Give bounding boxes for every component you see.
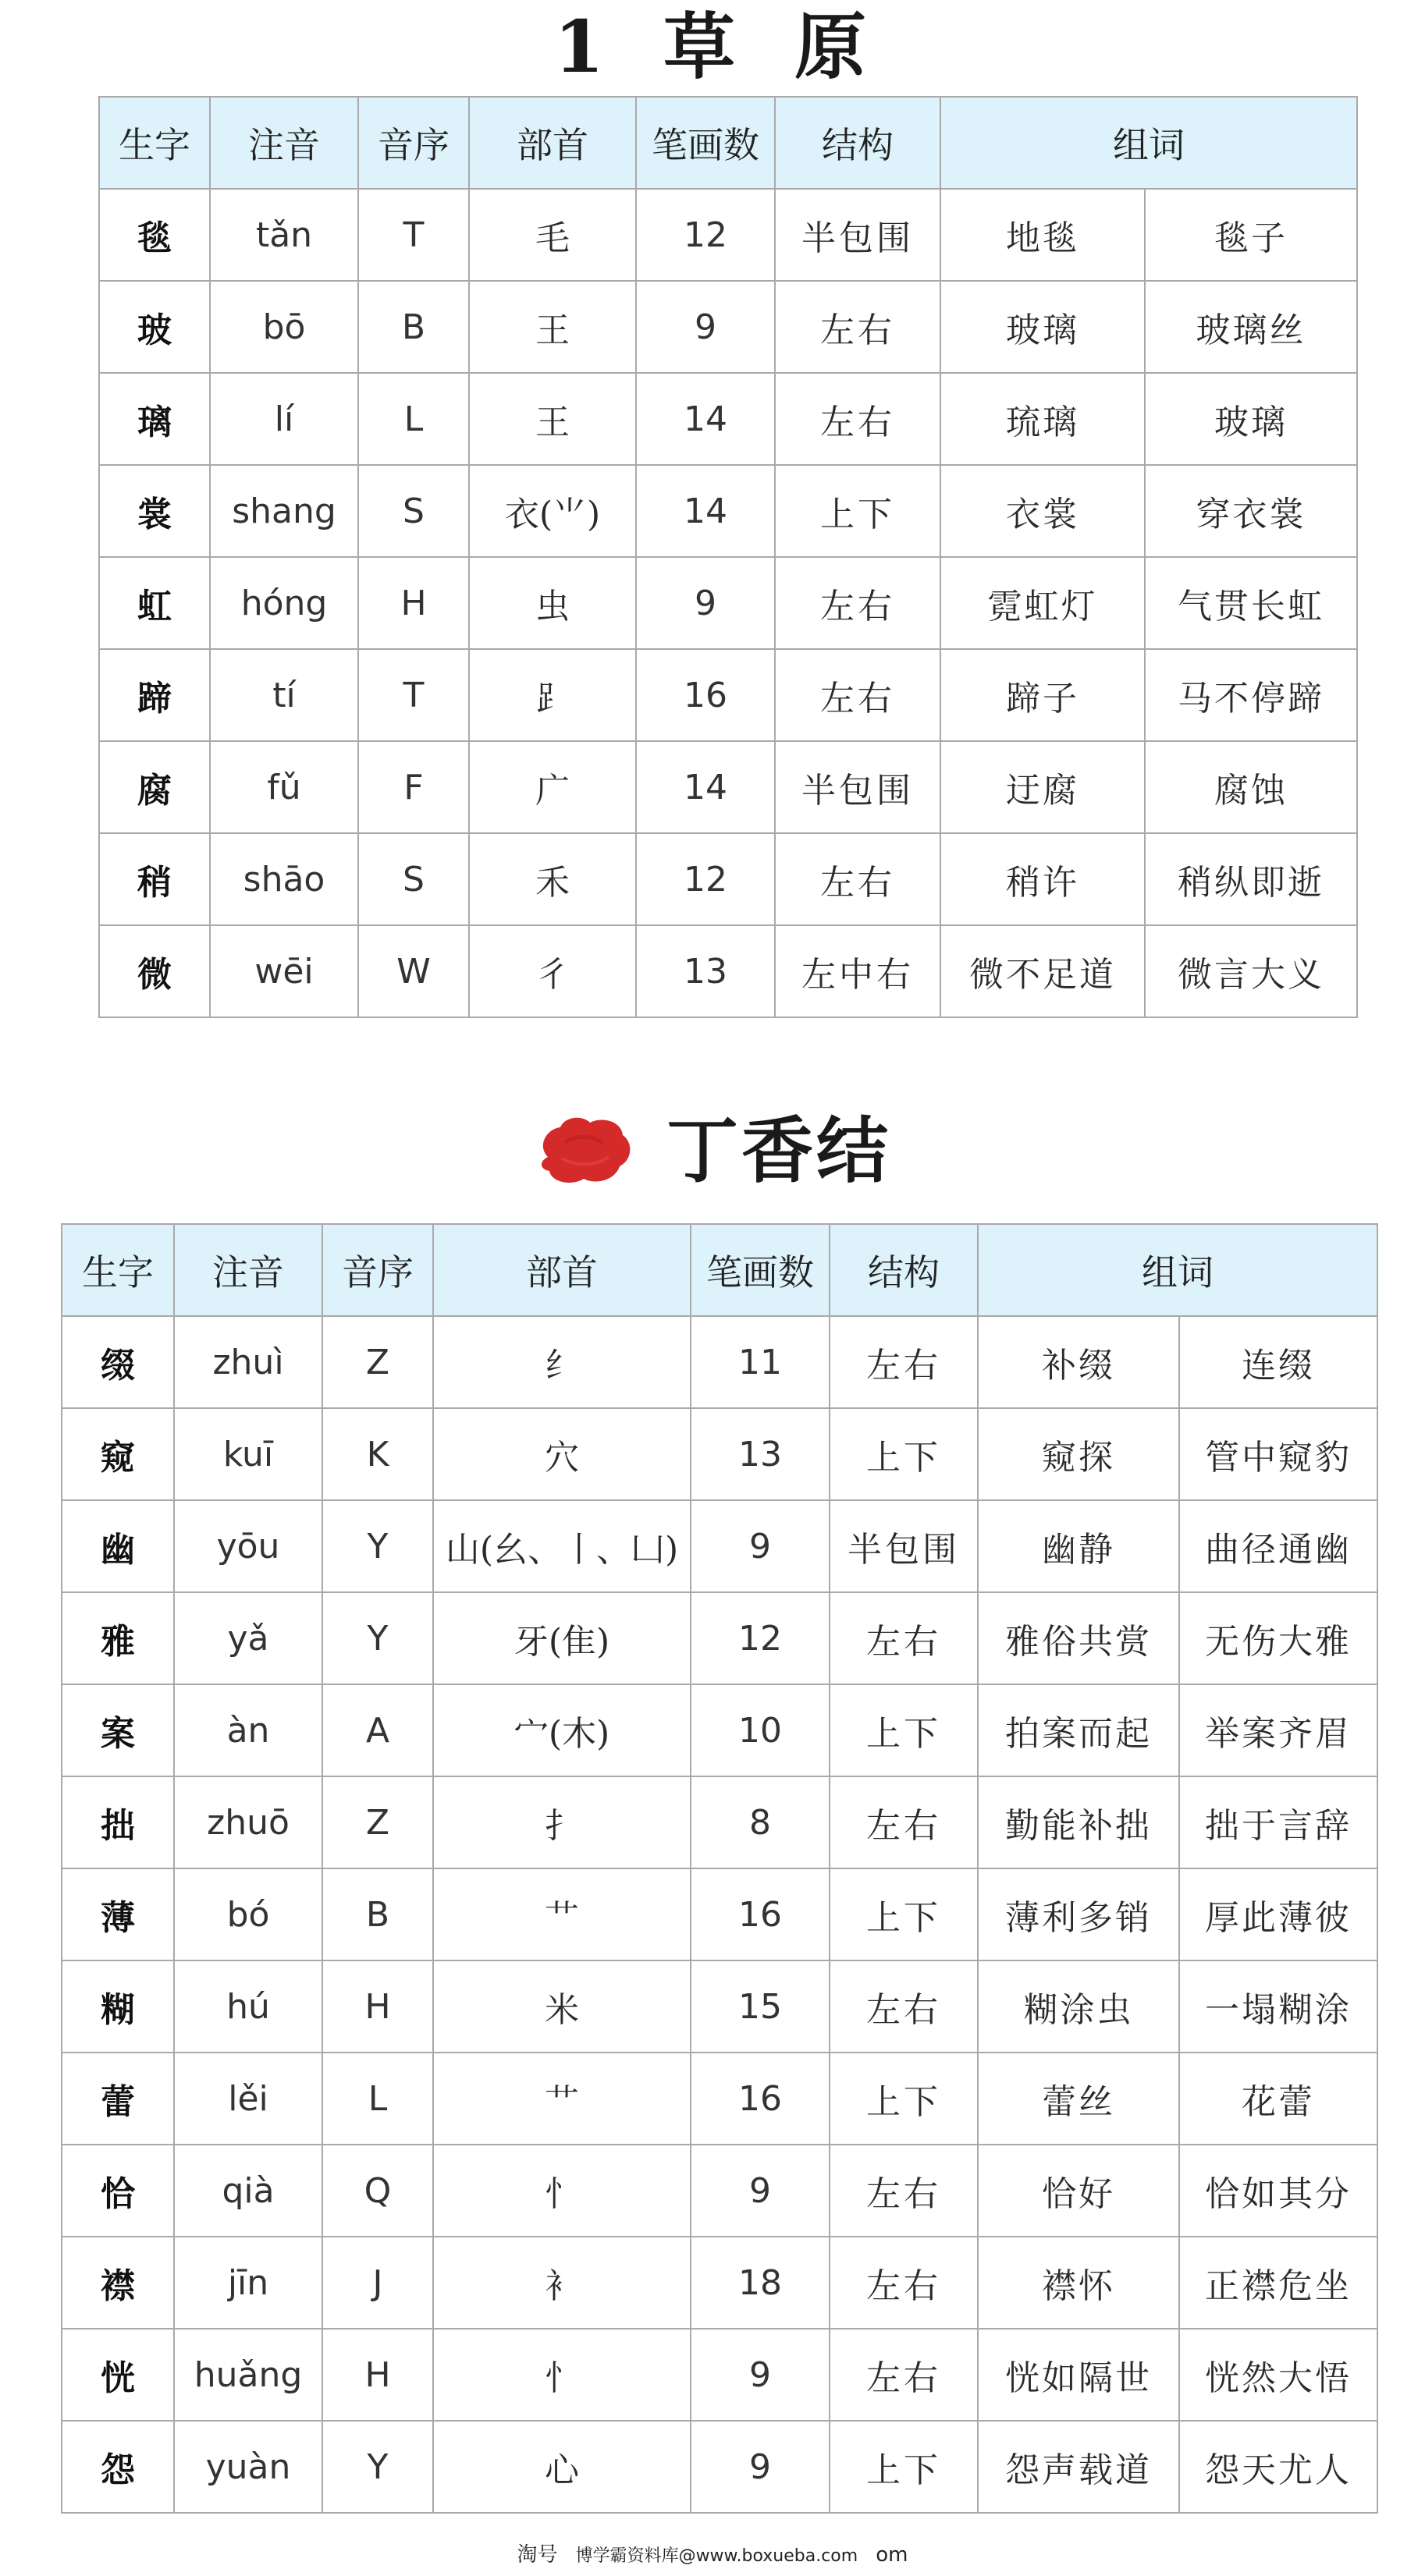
- initial-letter-cell: W: [358, 925, 469, 1017]
- initial-letter-cell: H: [358, 557, 469, 649]
- char-cell: 怨: [62, 2421, 174, 2513]
- initial-letter-cell: A: [322, 1684, 433, 1776]
- stroke-count-cell: 9: [691, 2145, 830, 2237]
- stroke-count-cell: 9: [636, 557, 775, 649]
- structure-cell: 左右: [830, 1592, 978, 1684]
- column-header: 部首: [433, 1224, 691, 1316]
- pinyin-cell: tǎn: [210, 189, 358, 281]
- column-header: 组词: [940, 97, 1357, 189]
- stroke-count-cell: 12: [691, 1592, 830, 1684]
- word-cell: 腐蚀: [1145, 741, 1357, 833]
- column-header: 部首: [469, 97, 636, 189]
- footer-left-text: 淘号: [517, 2543, 558, 2567]
- pinyin-cell: hóng: [210, 557, 358, 649]
- word-cell: 薄利多销: [978, 1868, 1179, 1960]
- radical-cell: 王: [469, 373, 636, 465]
- initial-letter-cell: J: [322, 2237, 433, 2329]
- structure-cell: 上下: [830, 1868, 978, 1960]
- word-cell: 勤能补拙: [978, 1776, 1179, 1868]
- initial-letter-cell: Y: [322, 1592, 433, 1684]
- initial-letter-cell: Y: [322, 1500, 433, 1592]
- structure-cell: 左右: [830, 2145, 978, 2237]
- word-cell: 稍纵即逝: [1145, 833, 1357, 925]
- table-row: [62, 2421, 1377, 2513]
- structure-cell: 半包围: [775, 189, 940, 281]
- stroke-count-cell: 14: [636, 373, 775, 465]
- pinyin-cell: tí: [210, 649, 358, 741]
- structure-cell: 上下: [830, 1408, 978, 1500]
- radical-cell: 扌: [433, 1776, 691, 1868]
- lesson2-title-text: 丁香结: [666, 1109, 891, 1193]
- lesson1-title-char-2: 原: [794, 5, 872, 89]
- word-cell: 琉璃: [940, 373, 1145, 465]
- initial-letter-cell: S: [358, 465, 469, 557]
- stroke-count-cell: 15: [691, 1960, 830, 2053]
- char-cell: 雅: [62, 1592, 174, 1684]
- stroke-count-cell: 9: [691, 1500, 830, 1592]
- word-cell: 补缀: [978, 1316, 1179, 1408]
- initial-letter-cell: T: [358, 649, 469, 741]
- column-header: 注音: [174, 1224, 322, 1316]
- word-cell: 地毯: [940, 189, 1145, 281]
- char-cell: 拙: [62, 1776, 174, 1868]
- table-row: [99, 557, 1357, 649]
- pinyin-cell: qià: [174, 2145, 322, 2237]
- footer: [0, 2539, 1425, 2571]
- radical-cell: 毛: [469, 189, 636, 281]
- initial-letter-cell: B: [358, 281, 469, 373]
- pinyin-cell: yuàn: [174, 2421, 322, 2513]
- lesson1-title: [0, 0, 1425, 94]
- structure-cell: 左中右: [775, 925, 940, 1017]
- structure-cell: 上下: [830, 1684, 978, 1776]
- lesson1-title-char-1: 草: [663, 5, 740, 89]
- table-row: [62, 2145, 1377, 2237]
- pinyin-cell: shāo: [210, 833, 358, 925]
- lesson1-vocab-table: [98, 96, 1358, 1018]
- radical-cell: 心: [433, 2421, 691, 2513]
- structure-cell: 左右: [775, 373, 940, 465]
- stroke-count-cell: 16: [691, 2053, 830, 2145]
- radical-cell: 忄: [433, 2329, 691, 2421]
- table-row: [99, 649, 1357, 741]
- pinyin-cell: yōu: [174, 1500, 322, 1592]
- word-cell: 马不停蹄: [1145, 649, 1357, 741]
- radical-cell: 艹: [433, 1868, 691, 1960]
- initial-letter-cell: L: [322, 2053, 433, 2145]
- initial-letter-cell: L: [358, 373, 469, 465]
- pinyin-cell: zhuì: [174, 1316, 322, 1408]
- word-cell: 玻璃: [1145, 373, 1357, 465]
- char-cell: 恰: [62, 2145, 174, 2237]
- footer-right-text: om: [876, 2543, 908, 2567]
- stroke-count-cell: 9: [691, 2421, 830, 2513]
- word-cell: 无伤大雅: [1179, 1592, 1377, 1684]
- stroke-count-cell: 9: [691, 2329, 830, 2421]
- char-cell: 稍: [99, 833, 210, 925]
- word-cell: 厚此薄彼: [1179, 1868, 1377, 1960]
- column-header: 结构: [775, 97, 940, 189]
- table-row: [62, 1592, 1377, 1684]
- stroke-count-cell: 9: [636, 281, 775, 373]
- word-cell: 气贯长虹: [1145, 557, 1357, 649]
- stroke-count-cell: 12: [636, 833, 775, 925]
- word-cell: 蹄子: [940, 649, 1145, 741]
- word-cell: 窥探: [978, 1408, 1179, 1500]
- table-row: [62, 1868, 1377, 1960]
- column-header: 音序: [322, 1224, 433, 1316]
- structure-cell: 左右: [830, 1776, 978, 1868]
- column-header: 笔画数: [636, 97, 775, 189]
- table-row: [62, 2329, 1377, 2421]
- word-cell: 恍如隔世: [978, 2329, 1179, 2421]
- structure-cell: 左右: [830, 2329, 978, 2421]
- char-cell: 襟: [62, 2237, 174, 2329]
- word-cell: 怨天尤人: [1179, 2421, 1377, 2513]
- column-header: 注音: [210, 97, 358, 189]
- word-cell: 稍许: [940, 833, 1145, 925]
- structure-cell: 左右: [775, 281, 940, 373]
- pinyin-cell: hú: [174, 1960, 322, 2053]
- column-header: 生字: [62, 1224, 174, 1316]
- column-header: 笔画数: [691, 1224, 830, 1316]
- radical-cell: 广: [469, 741, 636, 833]
- word-cell: 举案齐眉: [1179, 1684, 1377, 1776]
- initial-letter-cell: Z: [322, 1776, 433, 1868]
- word-cell: 糊涂虫: [978, 1960, 1179, 2053]
- word-cell: 穿衣裳: [1145, 465, 1357, 557]
- column-header: 结构: [830, 1224, 978, 1316]
- radical-cell: 山(幺、丨、凵): [433, 1500, 691, 1592]
- stroke-count-cell: 13: [636, 925, 775, 1017]
- initial-letter-cell: H: [322, 1960, 433, 2053]
- pinyin-cell: fǔ: [210, 741, 358, 833]
- stroke-count-cell: 12: [636, 189, 775, 281]
- word-cell: 花蕾: [1179, 2053, 1377, 2145]
- pinyin-cell: wēi: [210, 925, 358, 1017]
- structure-cell: 半包围: [775, 741, 940, 833]
- char-cell: 腐: [99, 741, 210, 833]
- structure-cell: 左右: [830, 1960, 978, 2053]
- structure-cell: 左右: [830, 1316, 978, 1408]
- word-cell: 连缀: [1179, 1316, 1377, 1408]
- radical-cell: 忄: [433, 2145, 691, 2237]
- stroke-count-cell: 13: [691, 1408, 830, 1500]
- word-cell: 襟怀: [978, 2237, 1179, 2329]
- table-row: [62, 1960, 1377, 2053]
- pinyin-cell: shang: [210, 465, 358, 557]
- structure-cell: 左右: [775, 649, 940, 741]
- stroke-count-cell: 16: [691, 1868, 830, 1960]
- lesson1-title-number: 1: [553, 5, 609, 89]
- structure-cell: 左右: [830, 2237, 978, 2329]
- initial-letter-cell: F: [358, 741, 469, 833]
- word-cell: 拍案而起: [978, 1684, 1179, 1776]
- char-cell: 缀: [62, 1316, 174, 1408]
- radical-cell: 王: [469, 281, 636, 373]
- radical-cell: 宀(木): [433, 1684, 691, 1776]
- char-cell: 糊: [62, 1960, 174, 2053]
- structure-cell: 半包围: [830, 1500, 978, 1592]
- initial-letter-cell: Z: [322, 1316, 433, 1408]
- radical-cell: 穴: [433, 1408, 691, 1500]
- header-row: [62, 1224, 1377, 1316]
- word-cell: 正襟危坐: [1179, 2237, 1377, 2329]
- pinyin-cell: huǎng: [174, 2329, 322, 2421]
- footer-watermark-text: 博学霸资料库@www.boxueba.com: [575, 2546, 858, 2566]
- word-cell: 幽静: [978, 1500, 1179, 1592]
- table-row: [99, 465, 1357, 557]
- word-cell: 衣裳: [940, 465, 1145, 557]
- structure-cell: 上下: [830, 2421, 978, 2513]
- pinyin-cell: yǎ: [174, 1592, 322, 1684]
- word-cell: 霓虹灯: [940, 557, 1145, 649]
- stroke-count-cell: 11: [691, 1316, 830, 1408]
- table-row: [62, 2237, 1377, 2329]
- header-row: [99, 97, 1357, 189]
- initial-letter-cell: Y: [322, 2421, 433, 2513]
- pinyin-cell: lí: [210, 373, 358, 465]
- lesson2-title: [0, 1096, 1425, 1205]
- initial-letter-cell: T: [358, 189, 469, 281]
- word-cell: 玻璃丝: [1145, 281, 1357, 373]
- word-cell: 恰好: [978, 2145, 1179, 2237]
- table-row: [99, 281, 1357, 373]
- word-cell: 微不足道: [940, 925, 1145, 1017]
- initial-letter-cell: H: [322, 2329, 433, 2421]
- column-header: 组词: [978, 1224, 1377, 1316]
- table-row: [99, 925, 1357, 1017]
- word-cell: 蕾丝: [978, 2053, 1179, 2145]
- radical-cell: 纟: [433, 1316, 691, 1408]
- table-row: [62, 1776, 1377, 1868]
- char-cell: 幽: [62, 1500, 174, 1592]
- radical-cell: 衤: [433, 2237, 691, 2329]
- pinyin-cell: jīn: [174, 2237, 322, 2329]
- initial-letter-cell: Q: [322, 2145, 433, 2237]
- stroke-count-cell: 14: [636, 465, 775, 557]
- char-cell: 薄: [62, 1868, 174, 1960]
- stroke-count-cell: 10: [691, 1684, 830, 1776]
- column-header: 音序: [358, 97, 469, 189]
- char-cell: 璃: [99, 373, 210, 465]
- char-cell: 虹: [99, 557, 210, 649]
- table-row: [62, 1500, 1377, 1592]
- radical-cell: 艹: [433, 2053, 691, 2145]
- column-header: 生字: [99, 97, 210, 189]
- stroke-count-cell: 18: [691, 2237, 830, 2329]
- char-cell: 玻: [99, 281, 210, 373]
- table-row: [62, 1316, 1377, 1408]
- lesson2-vocab-table: [61, 1223, 1378, 2514]
- word-cell: 怨声载道: [978, 2421, 1179, 2513]
- radical-cell: 彳: [469, 925, 636, 1017]
- word-cell: 拙于言辞: [1179, 1776, 1377, 1868]
- word-cell: 曲径通幽: [1179, 1500, 1377, 1592]
- word-cell: 毯子: [1145, 189, 1357, 281]
- pinyin-cell: zhuō: [174, 1776, 322, 1868]
- char-cell: 裳: [99, 465, 210, 557]
- table-row: [99, 189, 1357, 281]
- pinyin-cell: lěi: [174, 2053, 322, 2145]
- char-cell: 恍: [62, 2329, 174, 2421]
- char-cell: 蕾: [62, 2053, 174, 2145]
- structure-cell: 上下: [775, 465, 940, 557]
- pinyin-cell: àn: [174, 1684, 322, 1776]
- radical-cell: 牙(隹): [433, 1592, 691, 1684]
- word-cell: 微言大义: [1145, 925, 1357, 1017]
- pinyin-cell: bō: [210, 281, 358, 373]
- table-row: [62, 2053, 1377, 2145]
- pinyin-cell: bó: [174, 1868, 322, 1960]
- char-cell: 案: [62, 1684, 174, 1776]
- stroke-count-cell: 14: [636, 741, 775, 833]
- structure-cell: 左右: [775, 833, 940, 925]
- radical-cell: 虫: [469, 557, 636, 649]
- radical-cell: 衣(⺌): [469, 465, 636, 557]
- word-cell: 管中窥豹: [1179, 1408, 1377, 1500]
- word-cell: 恰如其分: [1179, 2145, 1377, 2237]
- char-cell: 蹄: [99, 649, 210, 741]
- radical-cell: ⻊: [469, 649, 636, 741]
- word-cell: 雅俗共赏: [978, 1592, 1179, 1684]
- radical-cell: 米: [433, 1960, 691, 2053]
- word-cell: 迂腐: [940, 741, 1145, 833]
- structure-cell: 左右: [775, 557, 940, 649]
- table-row: [62, 1408, 1377, 1500]
- word-cell: 一塌糊涂: [1179, 1960, 1377, 2053]
- word-cell: 恍然大悟: [1179, 2329, 1377, 2421]
- pinyin-cell: kuī: [174, 1408, 322, 1500]
- table-row: [62, 1684, 1377, 1776]
- structure-cell: 上下: [830, 2053, 978, 2145]
- stroke-count-cell: 8: [691, 1776, 830, 1868]
- stroke-count-cell: 16: [636, 649, 775, 741]
- word-cell: 玻璃: [940, 281, 1145, 373]
- char-cell: 毯: [99, 189, 210, 281]
- char-cell: 窥: [62, 1408, 174, 1500]
- initial-letter-cell: S: [358, 833, 469, 925]
- table-row: [99, 833, 1357, 925]
- initial-letter-cell: K: [322, 1408, 433, 1500]
- red-ink-blot-icon: [534, 1112, 635, 1190]
- radical-cell: 禾: [469, 833, 636, 925]
- table-row: [99, 373, 1357, 465]
- initial-letter-cell: B: [322, 1868, 433, 1960]
- table-row: [99, 741, 1357, 833]
- char-cell: 微: [99, 925, 210, 1017]
